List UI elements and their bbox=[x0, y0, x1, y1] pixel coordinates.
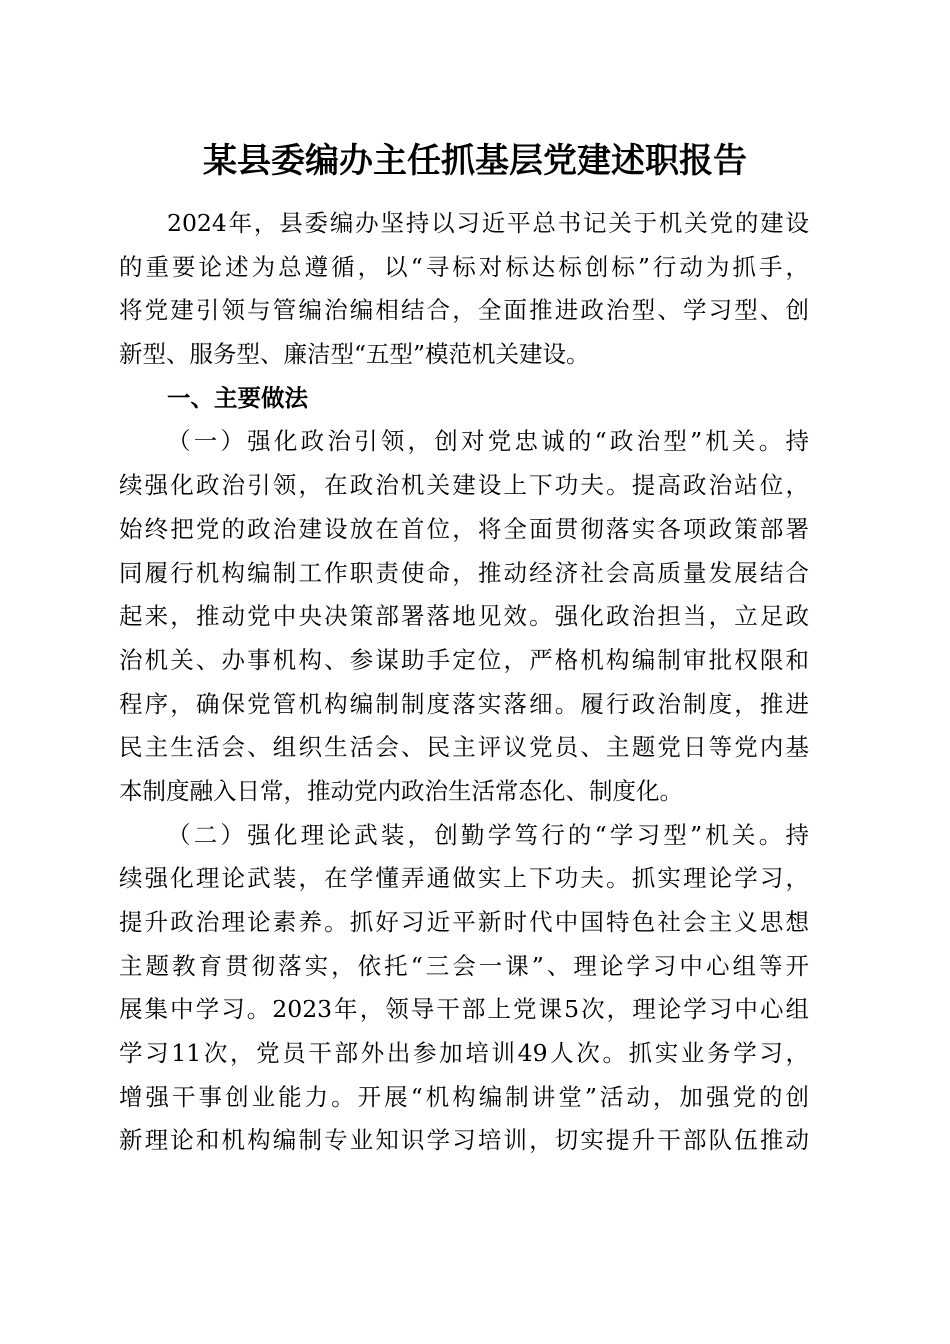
paragraph-line: 程序，确保党管机构编制制度落实落细。履行政治制度，推进 bbox=[119, 689, 809, 718]
paragraph-line: 新理论和机构编制专业知识学习培训，切实提升干部队伍推动 bbox=[119, 1126, 809, 1155]
paragraph-line: 将党建引领与管编治编相结合，全面推进政治型、学习型、创 bbox=[119, 296, 809, 325]
paragraph-line: 新型、服务型、廉洁型“五型”模范机关建设。 bbox=[119, 340, 590, 369]
paragraph-line: 主题教育贯彻落实，依托“三会一课”、理论学习中心组等开 bbox=[119, 951, 809, 980]
paragraph-line: 起来，推动党中央决策部署落地见效。强化政治担当，立足政 bbox=[119, 602, 809, 631]
paragraph-line: 的重要论述为总遵循，以“寻标对标达标创标”行动为抓手， bbox=[119, 252, 809, 281]
paragraph-line: 始终把党的政治建设放在首位，将全面贯彻落实各项政策部署 bbox=[119, 514, 809, 543]
paragraph-line: 展集中学习。2023年，领导干部上党课5次，理论学习中心组 bbox=[119, 995, 809, 1024]
paragraph-line: 民主生活会、组织生活会、民主评议党员、主题党日等党内基 bbox=[119, 733, 809, 762]
paragraph-line: 本制度融入日常，推动党内政治生活常态化、制度化。 bbox=[119, 776, 683, 805]
paragraph-line: 学习11次，党员干部外出参加培训49人次。抓实业务学习， bbox=[119, 1039, 809, 1068]
document-body bbox=[119, 202, 809, 1163]
paragraph-line: 同履行机构编制工作职责使命，推动经济社会高质量发展结合 bbox=[119, 558, 809, 587]
document-title: 某县委编办主任抓基层党建述职报告 bbox=[203, 141, 747, 181]
paragraph-line: 增强干事创业能力。开展“机构编制讲堂”活动，加强党的创 bbox=[119, 1082, 809, 1111]
paragraph-line: （一）强化政治引领，创对党忠诚的“政治型”机关。持 bbox=[167, 427, 809, 456]
paragraph-line: （二）强化理论武装，创勤学笃行的“学习型”机关。持 bbox=[167, 820, 809, 849]
paragraph-line: 2024年，县委编办坚持以习近平总书记关于机关党的建设 bbox=[167, 209, 809, 237]
paragraph-line: 续强化理论武装，在学懂弄通做实上下功夫。抓实理论学习， bbox=[119, 864, 809, 893]
paragraph-line: 续强化政治引领，在政治机关建设上下功夫。提高政治站位， bbox=[119, 471, 809, 500]
paragraph-line: 治机关、办事机构、参谋助手定位，严格机构编制审批权限和 bbox=[119, 645, 809, 674]
section-heading: 一、主要做法 bbox=[167, 383, 308, 412]
paragraph-line: 提升政治理论素养。抓好习近平新时代中国特色社会主义思想 bbox=[119, 908, 809, 936]
